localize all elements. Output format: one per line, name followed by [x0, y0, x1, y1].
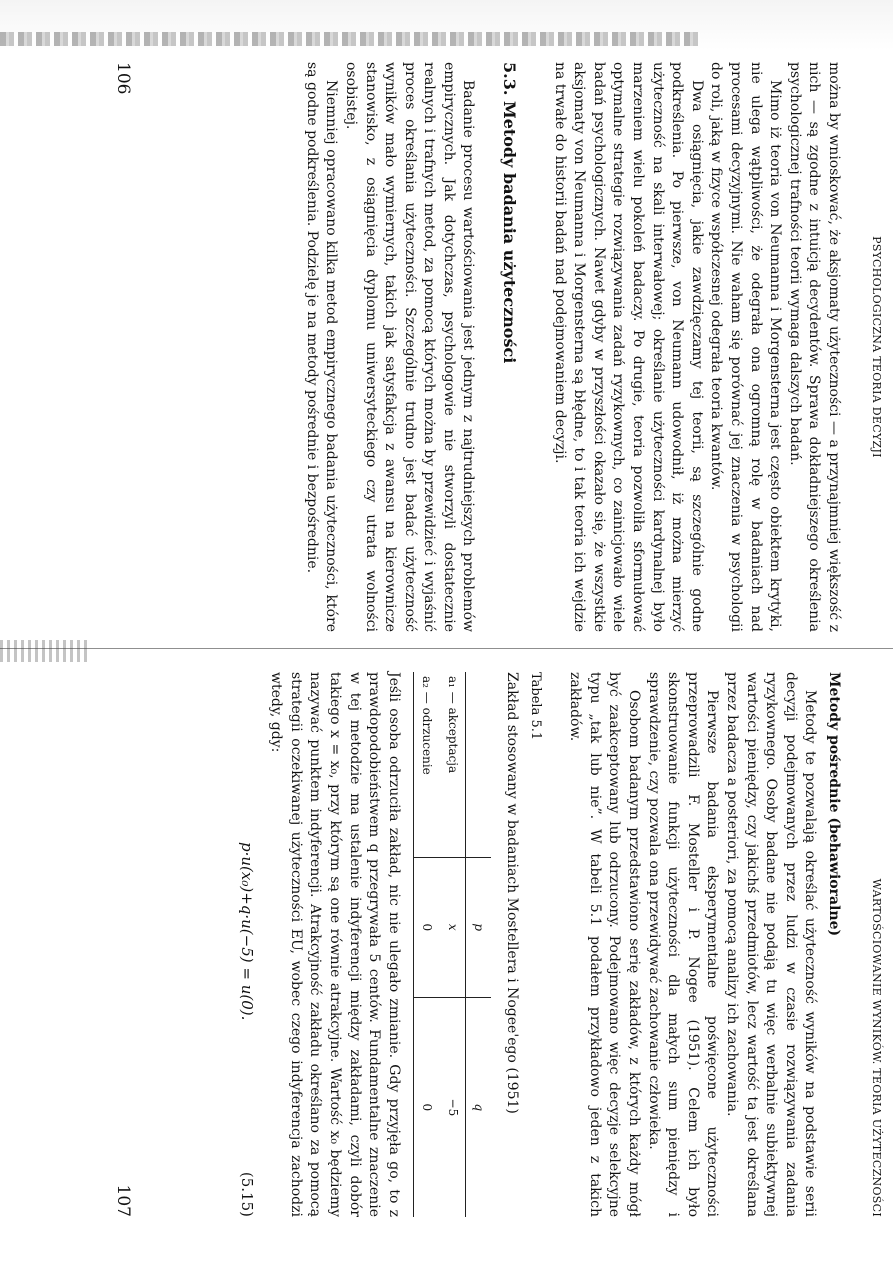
- table-header-cell: p: [465, 857, 491, 997]
- running-head-right: WARTOŚCIOWANIE WYNIKÓW. TEORIA UŻYTECZNOŚCI: [870, 878, 883, 1217]
- table-cell: x: [439, 857, 465, 997]
- gutter-smudge: [0, 640, 90, 662]
- scan-streak: [0, 32, 700, 46]
- page-number-right: 107: [113, 1184, 133, 1217]
- paragraph: Pierwsze badania eksperymentalne poświęcone użyteczności przeprowadzili F. Mosteller i P. Nogee (1951). Celem ich było skonstruowanie funkcji użyteczności dla małych sum pieniędzy i sprawdzenie, czy pozwala ona przewidywać zachowanie człowieka.: [645, 672, 721, 1217]
- table-cell: 0: [413, 997, 439, 1217]
- section-heading: 5.3. Metody badania użyteczności: [500, 62, 520, 364]
- table-row: [413, 672, 439, 1217]
- paragraph: Osobom badanym przedstawiono serię zakładów, z których każdy mógł być zaakceptowany lub odrzucony. Podejmowano więc decyzje selekcyjne typu „tak lub nie”. W tabeli 5.1 podałem przykładowo jeden z takich zakładów.: [567, 672, 643, 1217]
- paragraph: można by wnioskować, że aksjomaty użyteczności — a przynajmniej większość z nich — są zgodne z intuicją decydentów. Sprawa dokładniejszego określenia psychologicznej trafności teorii wymaga dalszych badań.: [786, 62, 842, 632]
- table-row-label: a₁ — akceptacja: [445, 676, 460, 774]
- equation: [234, 672, 256, 1217]
- running-head-left: PSYCHOLOGICZNA TEORIA DECYZJI: [870, 236, 883, 458]
- page-106: [105, 62, 885, 632]
- paragraph: Jeśli osoba odrzuciła zakład, nic nie ulegało zmianie. Gdy przyjęła go, to z prawdopodobieństwem q przegrywała 5 centów. Fundamentalne znaczenie w tej metodzie ma ustalenie indyferencji między zakładami, czyli dobór takiego x = x₀, przy którym są one równie atrakcyjne. Wartość x₀ będziemy nazywać punktem indyferencji. Atrakcyjność zakładu określano za pomocą strategii oczekiwanej użyteczności EU, wobec czego indyferencja zachodzi wtedy, gdy:: [268, 672, 402, 1217]
- table-header-cell: q: [465, 997, 491, 1217]
- book-gutter: [0, 640, 893, 662]
- bet-table: [413, 672, 492, 1217]
- gutter-line: [0, 648, 893, 649]
- table-cell: 0: [413, 857, 439, 997]
- subheading: Metody pośrednie (behawioralne): [826, 672, 842, 937]
- paragraph: Badanie procesu wartościowania jest jednym z najtrudniejszych problemów empirycznych. Jak dotychczas, psychologowie nie stworzyli dostatecznie realnych i trafnych metod, za pomocą których można by przewidzieć i wyjaśnić proces określania użyteczności. Szczególnie trudno jest badać użyteczność wyników mało wymiernych, takich jak satysfakcja z awansu na kierownicze stanowisko, z osiągnięcia dyplomu uniwersyteckiego czy utrata wolności osobistej.: [342, 62, 477, 632]
- table-label: Tabela 5.1: [527, 672, 543, 741]
- equation-number: (5.15): [237, 1171, 256, 1217]
- page-number-left: 106: [113, 62, 133, 95]
- paragraph: Dwa osiągnięcia, jakie zawdzięczamy tej teorii, są szczególnie godne podkreślenia. Po pierwsze, von Neumann udowodnił, iż można mierzyć użyteczność na skali interwałowej; określanie użyteczności kardynalnej było marzeniem wielu pokoleń badaczy. Po drugie, teoria pozwoliła sformułować optymalne strategie rozwiązywania zadań ryzykownych, co zainicjowało wiele badań psychologicznych. Nawet gdyby w przyszłości okazało się, że wszystkie aksjomaty von Neumanna i Morgensterna są błędne, to i tak teoria ich wejdzie na trwałe do historii badań nad podejmowaniem decyzji.: [551, 62, 705, 632]
- paragraph: Mimo iż teoria von Neumanna i Morgensterna jest często obiektem krytyki, nie ulega wątpliwości, że odegrała ona ogromną rolę w badaniach nad procesami decyzyjnymi. Nie waham się porównać jej znaczenia w psychologii do roli, jaką w fizyce współczesnej odegrała teoria kwantów.: [708, 62, 784, 632]
- paragraph: Metody te pozwalają określać użyteczność wyników na podstawie serii decyzji podejmowanych przez ludzi w czasie rozwiązywania zadania ryzykownego. Osoby badane nie podają tu więc werbalnie subiektywnej wartości pieniędzy, czy jakichś przedmiotów, lecz wartość ta jest określana przez badacza a posteriori, za pomocą analizy ich zachowania.: [724, 672, 819, 1217]
- table-row: [439, 672, 465, 1217]
- equation-formula: p·u(x₀)+q·u(−5) = u(0).: [237, 842, 256, 1021]
- page-body-right: [234, 672, 843, 1217]
- table-cell: −5: [439, 997, 465, 1217]
- table-header-row: [465, 672, 491, 1217]
- table-caption: Zakład stosowany w badaniach Mostellera i Nogee'ego (1951): [504, 672, 521, 1114]
- table-row-label: a₂ — odrzucenie: [413, 672, 439, 857]
- page-107: [105, 672, 885, 1217]
- paragraph: Niemniej opracowano kilka metod empirycznego badania użyteczności, które są godne podkreślenia. Podzielę je na metody pośrednie i bezpośrednie.: [303, 62, 340, 632]
- table-header-cell: [465, 672, 491, 857]
- page-body-left: [301, 62, 843, 632]
